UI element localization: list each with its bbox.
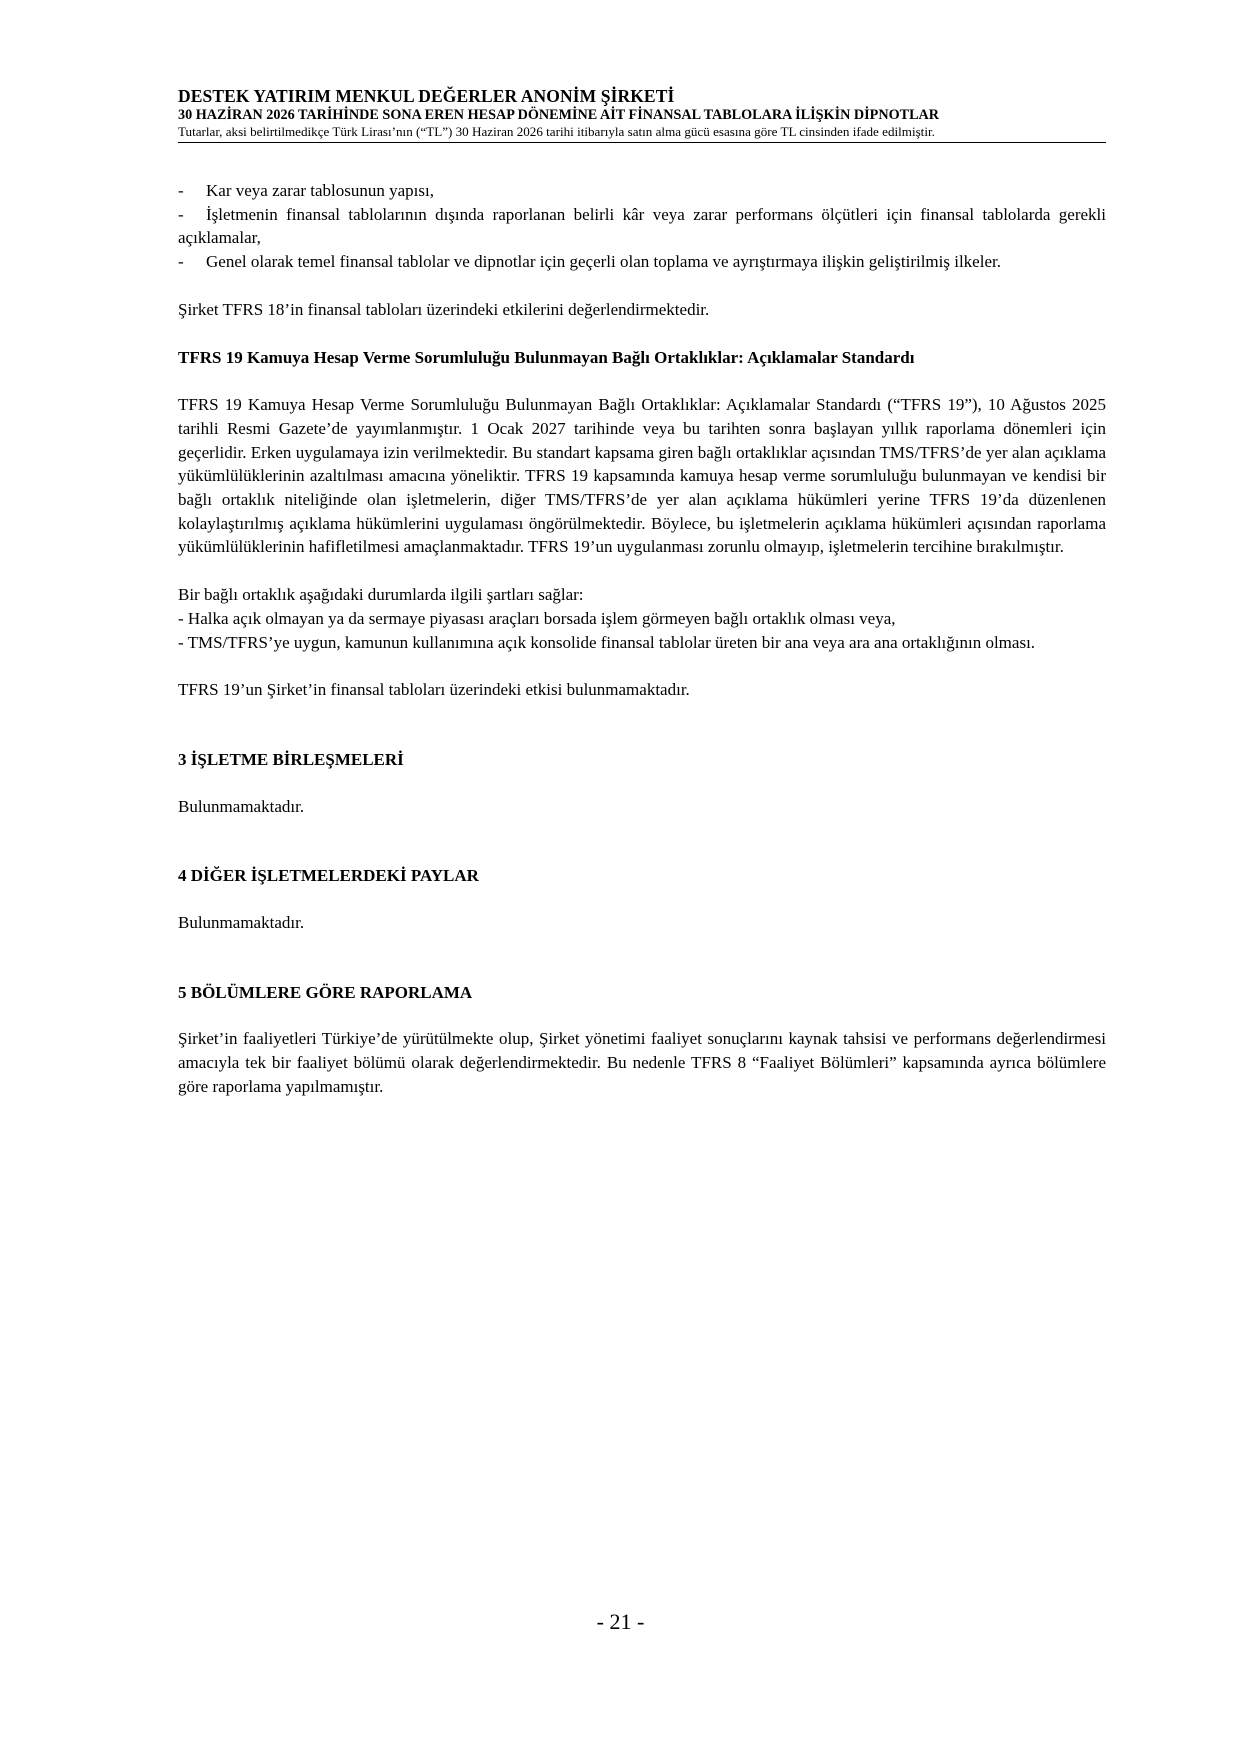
report-subtitle: Tutarlar, aksi belirtilmedikçe Türk Lirası’nın (“TL”) 30 Haziran 2026 tarihi itibarıyla satın alma gücü esasına göre TL cinsinden ifade edilmiştir. [178,124,935,139]
list-item-text: İşletmenin finansal tablolarının dışında raporlanan belirli kâr veya zarar performans ölçütleri için finansal tablolarda gerekli açıklamalar, [178,204,1106,248]
list-item [178,250,1106,274]
section-heading: 5 BÖLÜMLERE GÖRE RAPORLAMA [178,982,473,1002]
tfrs19-condition: - Halka açık olmayan ya da sermaye piyasası araçları borsada işlem görmeyen bağlı ortaklık olması veya, [178,608,896,628]
list-dash: - [178,252,184,272]
section-body: Bulunmamaktadır. [178,913,305,933]
section-body: Bulunmamaktadır. [178,796,305,816]
document-body [178,179,1106,1099]
company-name: DESTEK YATIRIM MENKUL DEĞERLER ANONİM ŞİRKETİ [178,86,675,106]
list-item [178,203,1106,250]
list-item-text: Genel olarak temel finansal tablolar ve dipnotlar için geçerli olan toplama ve ayrıştırmaya ilişkin geliştirilmiş ilkeler. [206,252,1001,272]
list-dash: - [178,181,184,200]
tfrs19-paragraph: TFRS 19 Kamuya Hesap Verme Sorumluluğu Bulunmayan Bağlı Ortaklıklar: Açıklamalar Standardı (“TFRS 19”), 10 Ağustos 2025 tarihli Resmi Gazete’de yayımlanmıştır. 1 Ocak 2027 tarihinde veya bu tarihten sonra başlayan yıllık raporlama dönemleri için geçerlidir. Erken uygulamaya izin verilmektedir. Bu standart kapsama giren bağlı ortaklıklar açısından TMS/TFRS’de yer alan açıklama yükümlülüklerinin azaltılması amacına yöneliktir. TFRS 19 kapsamında kamuya hesap verme sorumluluğu bulunmayan ve kendisi bir bağlı ortaklık niteliğinde olan işletmelerin, diğer TMS/TFRS’de yer alan açıklama hükümleri yerine TFRS 19’da düzenlenen kolaylaştırılmış açıklama hükümlerini uygulaması öngörülmektedir. Böylece, bu işletmelerin açıklama hükümleri açısından raporlama yükümlülüklerinin hafifletilmesi amaçlanmaktadır. TFRS 19’un uygulanması zorunlu olmayıp, işletmelerin tercihine bırakılmıştır. [178,395,1106,557]
tfrs18-statement: Şirket TFRS 18’in finansal tabloları üzerindeki etkilerini değerlendirmektedir. [178,299,710,319]
section-heading: 3 İŞLETME BİRLEŞMELERİ [178,749,404,769]
section-body: Şirket’in faaliyetleri Türkiye’de yürütülmekte olup, Şirket yönetimi faaliyet sonuçlarını kaynak tahsisi ve performans değerlendirmesi amacıyla tek bir faaliyet bölümü olarak değerlendirmektedir. Bu nedenle TFRS 8 “Faaliyet Bölümleri” kapsamında ayrıca bölümlere göre raporlama yapılmamıştır. [178,1029,1106,1096]
tfrs19-heading: TFRS 19 Kamuya Hesap Verme Sorumluluğu Bulunmayan Bağlı Ortaklıklar: Açıklamalar Standardı [178,347,915,367]
section-heading: 4 DİĞER İŞLETMELERDEKİ PAYLAR [178,866,479,886]
page-number: - 21 - [596,1609,645,1634]
page-header [178,86,1106,143]
tfrs19-condition: - TMS/TFRS’ye uygun, kamunun kullanımına açık konsolide finansal tablolar üreten bir ana veya ara ana ortaklığının olması. [178,632,1036,652]
tfrs19-effect: TFRS 19’un Şirket’in finansal tabloları üzerindeki etkisi bulunmamaktadır. [178,680,690,700]
list-dash: - [178,204,184,224]
tfrs19-conditions-intro: Bir bağlı ortaklık aşağıdaki durumlarda ilgili şartları sağlar: [178,585,584,605]
list-item-text: Kar veya zarar tablosunun yapısı, [206,181,434,200]
report-title: 30 HAZİRAN 2026 TARİHİNDE SONA EREN HESAP DÖNEMİNE AİT FİNANSAL TABLOLARA İLİŞKİN DİPNOTLAR [178,107,940,123]
list-item [178,179,1106,203]
